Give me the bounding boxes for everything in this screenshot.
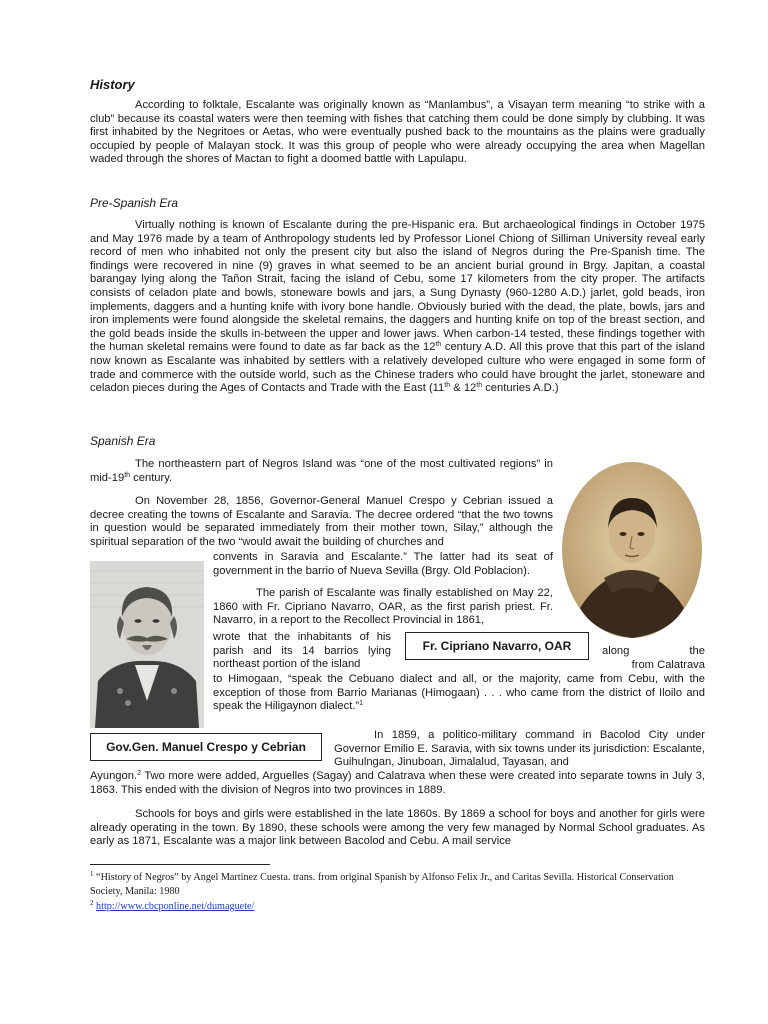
navarro-portrait <box>560 458 705 643</box>
spanish-paragraph-3c1: along the <box>602 645 705 657</box>
crespo-portrait <box>90 561 204 728</box>
footnote-2: $^2$ http://www.cbcponline.net/dumaguete/ <box>90 899 255 912</box>
spanish-paragraph-1: The northeastern part of Negros Island was “one of the most cultivated regions” in mid-19th century. <box>90 458 553 484</box>
history-text: According to folktale, Escalante was originally known as “Manlambus”, a Visayan term meaning “to strike with a club” because its coastal waters were then teeming with fishes that catching them could be done simply by clubbing. It was first inhabited by the Negritoes or Aetas, who were eventually pushed back to the mountains as the plains were gradually occupied by people of Malayan stock. It was this group of people who were already occupying the area when Magellan waded through the shores of Mactan to fight a doomed battle with Lapulapu. <box>90 99 705 166</box>
caption-crespo: Gov.Gen. Manuel Crespo y Cebrian <box>90 733 322 761</box>
spanish-paragraph-4a: In 1859, a politico-military command in Bacolod City under Governor Emilio E. Saravia, with six towns under its jurisdiction: Escalante, Guihulngan, Jinuboan, Jimalalud, Tayasan, and <box>334 729 705 769</box>
section-heading-history: History <box>90 77 135 92</box>
footnote-divider <box>90 864 270 865</box>
spanish-paragraph-3d: to Himogaan, “speak the Cebuano dialect and all, or the majority, came from Cebu, with the exception of those from Barrio Marianas (Himogaan) . . . who came from the district of Iloilo and speak the Hiligaynon dialect.”$^1$ <box>213 673 705 713</box>
spanish-paragraph-3b: wrote that the inhabitants of his parish and its 14 barrios lying northeast portion of the island <box>213 631 391 671</box>
spanish-paragraph-2-continued: convents in Saravia and Escalante.” The latter had its seat of government in the barrio of Nueva Sevilla (Brgy. Old Poblacion). <box>213 551 553 577</box>
caption-navarro: Fr. Cipriano Navarro, OAR <box>405 632 589 660</box>
spanish-paragraph-3a: The parish of Escalante was finally established on May 22, 1860 with Fr. Cipriano Navarro, OAR, as the first parish priest. Fr. Navarro, in a report to the Recollect Provincial in 1861, <box>213 587 553 627</box>
spanish-paragraph-4b: Ayungon.$^2$ Two more were added, Arguelles (Sagay) and Calatrava when these were created into separate towns in July 3, 1863. This ended with the division of Negros into two provinces in 1889. <box>90 770 705 796</box>
footnote-1: $^1$ “History of Negros” by Angel Martinez Cuesta. trans. from original Spanish by Alfonso Felix Jr., and Caritas Sevilla. Historical Conservation Society, Manila: 1980 <box>90 870 674 897</box>
footnote-2-link[interactable]: http://www.cbcponline.net/dumaguete/ <box>96 901 255 912</box>
section-heading-spanish: Spanish Era <box>90 434 156 448</box>
section-heading-pre-spanish: Pre-Spanish Era <box>90 196 179 210</box>
spanish-paragraph-3c2: from Calatrava <box>631 659 705 671</box>
spanish-paragraph-2: On November 28, 1856, Governor-General Manuel Crespo y Cebrian issued a decree creating the towns of Escalante and Saravia. The decree ordered “that the two towns in question would be separated immediately from their mother town, Silay,” although the spiritual separation of the two “would await the building of churches and <box>90 495 553 548</box>
navarro-portrait-image <box>560 458 705 643</box>
crespo-portrait-image <box>90 561 204 728</box>
pre-spanish-paragraph: Virtually nothing is known of Escalante during the pre-Hispanic era. But archaeological findings in October 1975 and May 1976 made by a team of Anthropology students led by Professor Lionel Chiong of Silliman University reveal early record of men who inhabited not only the present city but also the island of Negros during the Pre-Spanish time. The findings were recovered in nine (9) graves in what seemed to be an ancient burial ground in Brgy. Japitan, a coastal barangay lying along the Tañon Strait, facing the island of Cebu, some 17 kilometers from the city proper. The artifacts consists of celadon plate and bowls, stoneware bowls and jars, a Sung Dynasty (960-1280 A.D.) jarlet, gold beads, iron implements, daggers and a hunting knife with ivory bone handle. Obviously buried with the dead, the plate, bowls, jars and iron implements were found alongside the skeletal remains, the daggers and hunting knife on top of the breast section, and the gold beads inside the skulls in-between the upper and lower jaws. When carbon-14 tested, these findings together with the human skeletal remains were found to date as far back as the 12th century A.D. All this prove that this part of the island now known as Escalante was inhabited by settlers with a relatively developed culture who were engaged in some form of trade and commerce with the outside world, such as the Chinese traders who could have brought the jarlet, stoneware and celadon pieces during the Ages of Contacts and Trade with the East (11th & 12th centuries A.D.) <box>90 219 705 395</box>
spanish-paragraph-5: Schools for boys and girls were established in the late 1860s. By 1869 a school for boys and another for girls were already operating in the town. By 1890, these schools were among the very few managed by Normal School graduates. As early as 1871, Escalante was a major link between Bacolod and Cebu. A mail service <box>90 808 705 848</box>
history-paragraph <box>90 99 705 167</box>
